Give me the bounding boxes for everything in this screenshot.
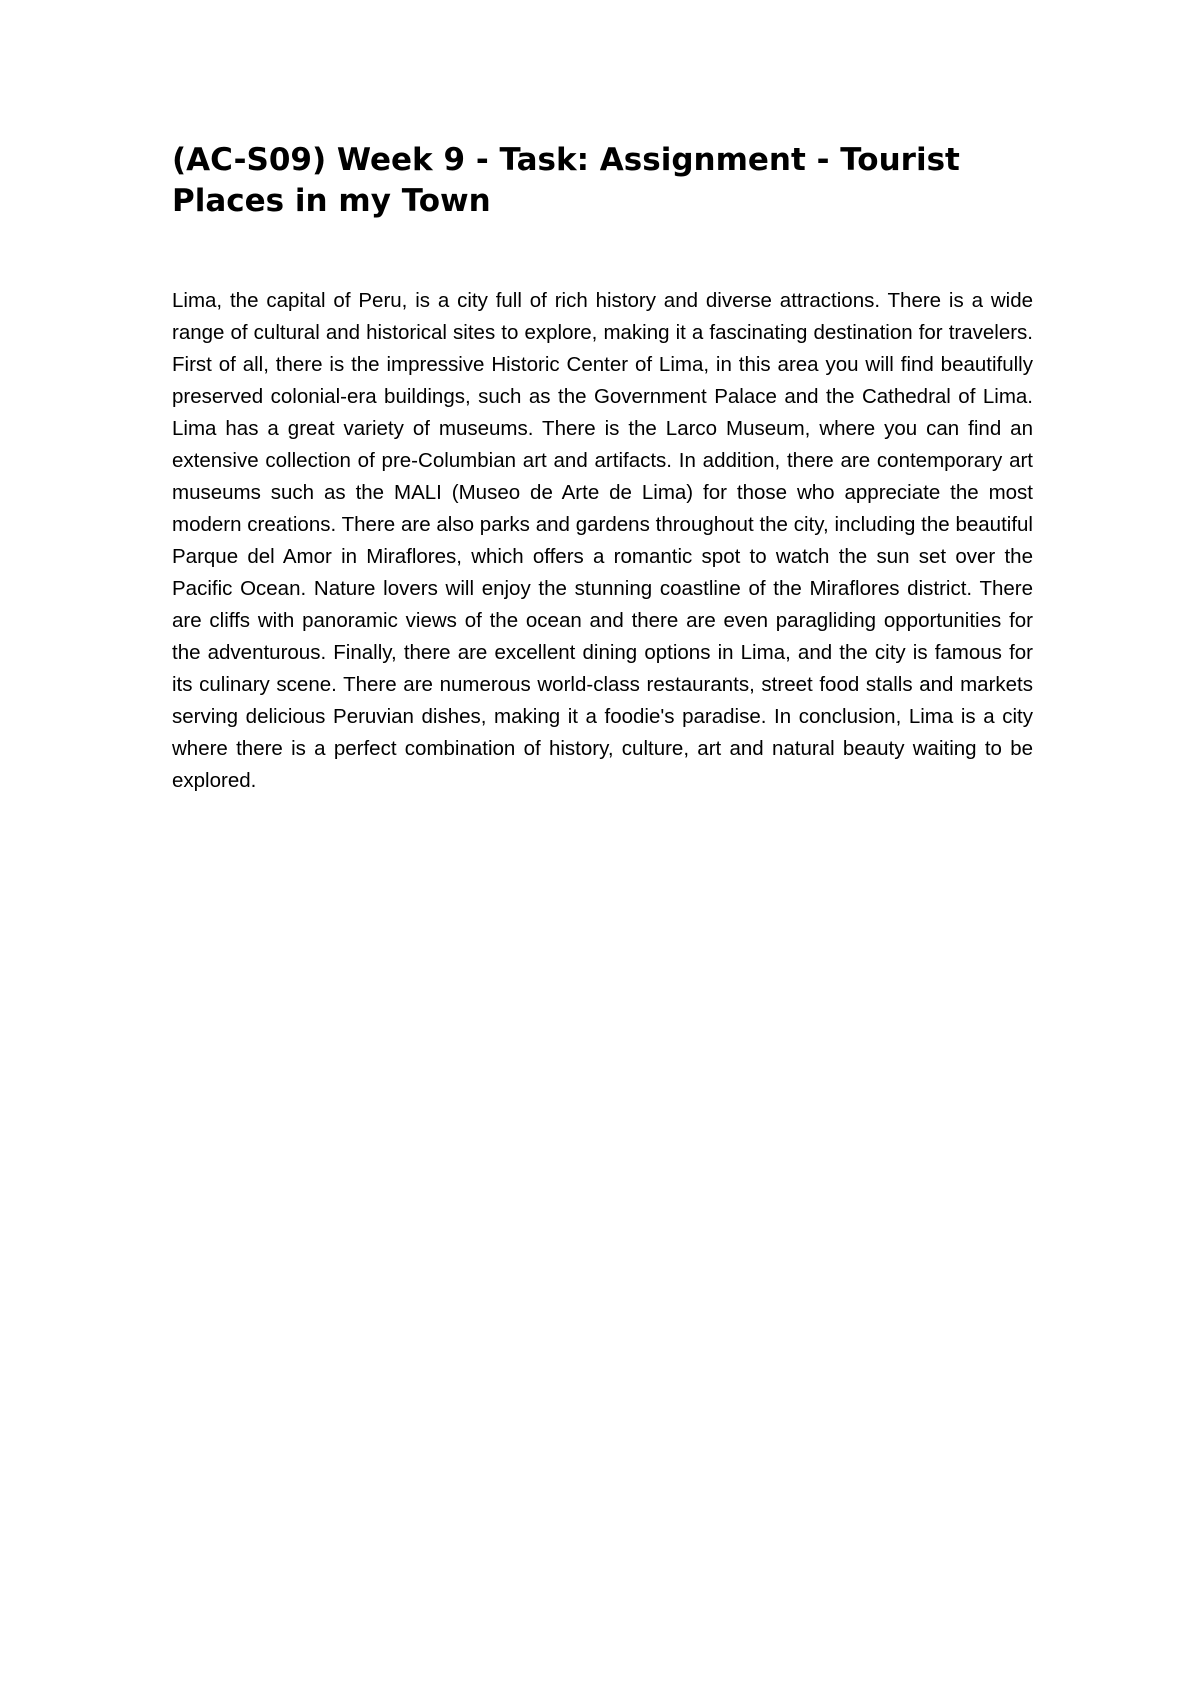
document-body-paragraph: Lima, the capital of Peru, is a city full of rich history and diverse attractions. There is a wide range of cultural and historical sites to explore, making it a fascinating destination for travelers. First of all, there is the impressive Historic Center of Lima, in this area you will find beautifully preserved colonial-era buildings, such as the Government Palace and the Cathedral of Lima. Lima has a great variety of museums. There is the Larco Museum, where you can find an extensive collection of pre-Columbian art and artifacts. In addition, there are contemporary art museums such as the MALI (Museo de Arte de Lima) for those who appreciate the most modern creations. There are also parks and gardens throughout the city, including the beautiful Parque del Amor in Miraflores, which offers a romantic spot to watch the sun set over the Pacific Ocean. Nature lovers will enjoy the stunning coastline of the Miraflores district. There are cliffs with panoramic views of the ocean and there are even paragliding opportunities for the adventurous. Finally, there are excellent dining options in Lima, and the city is famous for its culinary scene. There are numerous world-class restaurants, street food stalls and markets serving delicious Peruvian dishes, making it a foodie's paradise. In conclusion, Lima is a city where there is a perfect combination of history, culture, art and natural beauty waiting to be explored. (172, 289, 1033, 792)
document-title: (AC-S09) Week 9 - Task: Assignment - Tourist Places in my Town (172, 142, 960, 219)
